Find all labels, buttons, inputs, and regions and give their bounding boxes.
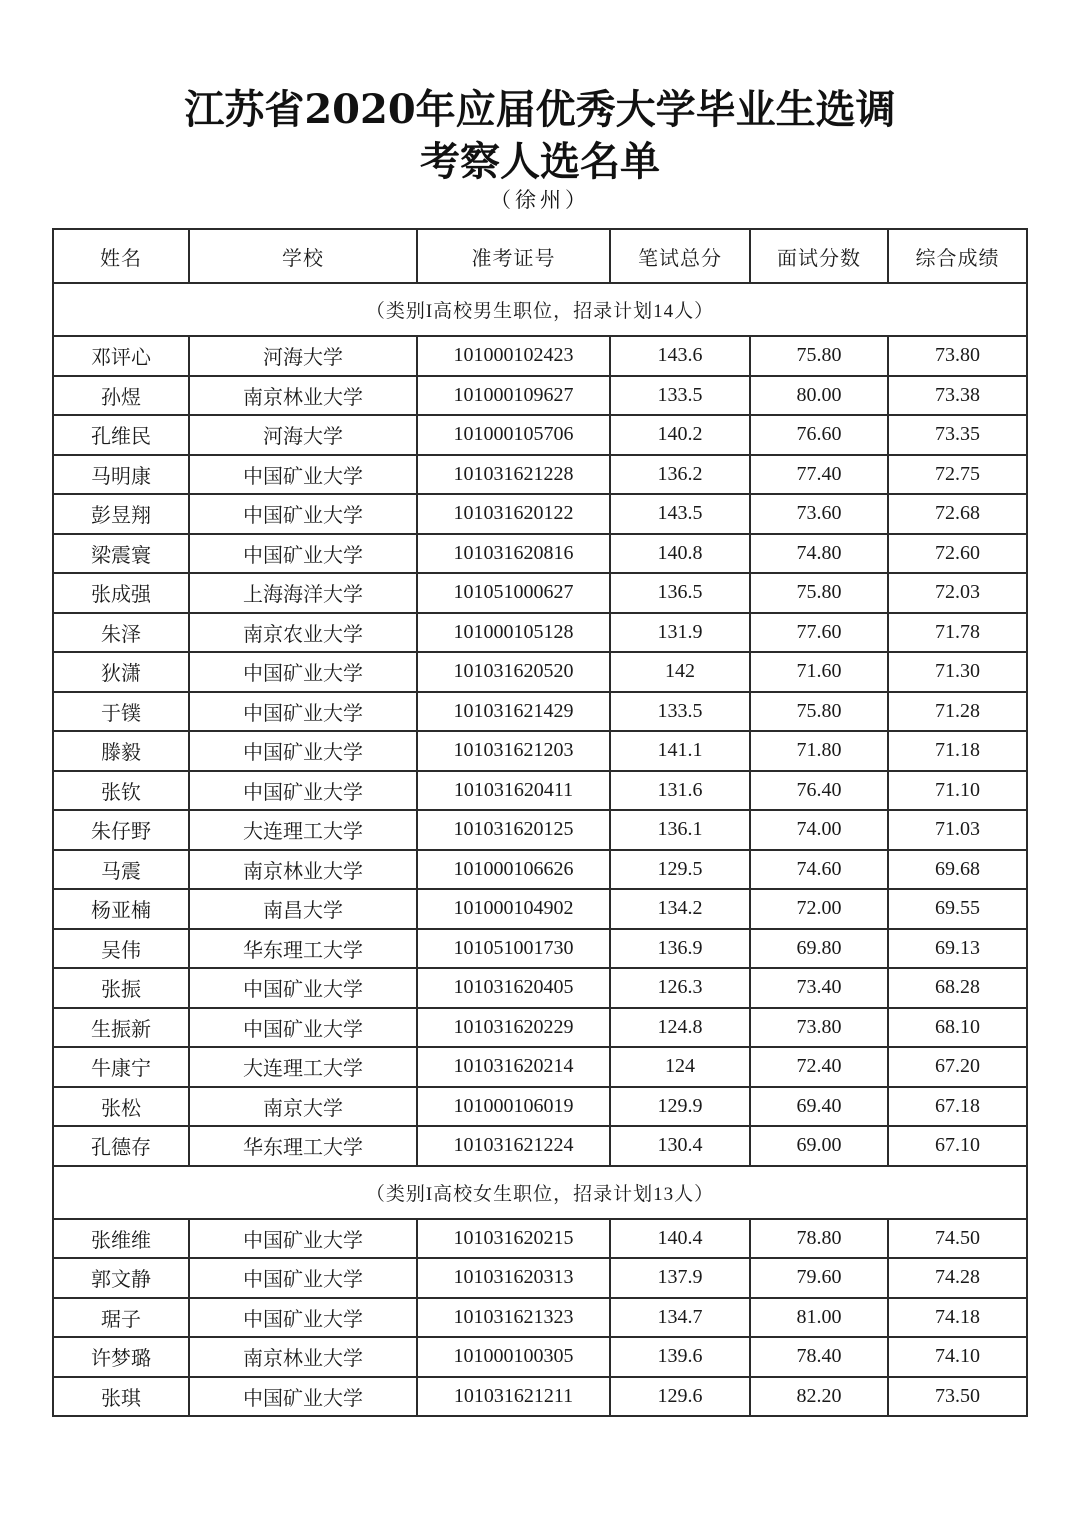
cell-school: 中国矿业大学 bbox=[189, 1258, 417, 1298]
table-row bbox=[53, 573, 1027, 613]
cell-interview-score: 69.80 bbox=[750, 929, 888, 969]
cell-written-score: 143.5 bbox=[610, 494, 750, 534]
cell-interview-score: 71.80 bbox=[750, 731, 888, 771]
cell-school: 中国矿业大学 bbox=[189, 771, 417, 811]
candidate-table bbox=[52, 228, 1028, 1417]
document-title: 江苏省2020年应届优秀大学毕业生选调 bbox=[184, 86, 896, 133]
cell-school: 中国矿业大学 bbox=[189, 534, 417, 574]
table-row bbox=[53, 771, 1027, 811]
cell-exam-id: 101031620313 bbox=[417, 1258, 610, 1298]
cell-written-score: 140.2 bbox=[610, 415, 750, 455]
section-row bbox=[53, 283, 1027, 336]
cell-total-score: 72.03 bbox=[888, 573, 1027, 613]
header-written-score: 笔试总分 bbox=[610, 229, 750, 283]
cell-name: 孔德存 bbox=[53, 1126, 189, 1166]
table-row bbox=[53, 1047, 1027, 1087]
table-row bbox=[53, 810, 1027, 850]
cell-school: 华东理工大学 bbox=[189, 1126, 417, 1166]
cell-interview-score: 75.80 bbox=[750, 692, 888, 732]
cell-interview-score: 79.60 bbox=[750, 1258, 888, 1298]
header-total-score: 综合成绩 bbox=[888, 229, 1027, 283]
cell-name: 许梦璐 bbox=[53, 1337, 189, 1377]
cell-written-score: 124 bbox=[610, 1047, 750, 1087]
cell-exam-id: 101031621228 bbox=[417, 455, 610, 495]
cell-exam-id: 101000102423 bbox=[417, 336, 610, 376]
cell-school: 华东理工大学 bbox=[189, 929, 417, 969]
cell-written-score: 134.2 bbox=[610, 889, 750, 929]
cell-interview-score: 74.00 bbox=[750, 810, 888, 850]
cell-written-score: 134.7 bbox=[610, 1298, 750, 1338]
cell-written-score: 136.2 bbox=[610, 455, 750, 495]
cell-exam-id: 101051001730 bbox=[417, 929, 610, 969]
cell-total-score: 74.28 bbox=[888, 1258, 1027, 1298]
cell-school: 上海海洋大学 bbox=[189, 573, 417, 613]
table-row bbox=[53, 1219, 1027, 1259]
cell-interview-score: 72.00 bbox=[750, 889, 888, 929]
cell-exam-id: 101031620229 bbox=[417, 1008, 610, 1048]
table-row bbox=[53, 889, 1027, 929]
cell-name: 牛康宁 bbox=[53, 1047, 189, 1087]
cell-exam-id: 101000105706 bbox=[417, 415, 610, 455]
cell-name: 孙煜 bbox=[53, 376, 189, 416]
header-interview-score: 面试分数 bbox=[750, 229, 888, 283]
cell-total-score: 74.10 bbox=[888, 1337, 1027, 1377]
cell-total-score: 67.20 bbox=[888, 1047, 1027, 1087]
cell-written-score: 126.3 bbox=[610, 968, 750, 1008]
cell-total-score: 73.80 bbox=[888, 336, 1027, 376]
cell-school: 南京大学 bbox=[189, 1087, 417, 1127]
cell-interview-score: 77.60 bbox=[750, 613, 888, 653]
cell-school: 大连理工大学 bbox=[189, 1047, 417, 1087]
section-caption: （类别I高校男生职位，招录计划14人） bbox=[53, 283, 1027, 336]
cell-school: 南京林业大学 bbox=[189, 376, 417, 416]
cell-written-score: 129.6 bbox=[610, 1377, 750, 1417]
cell-name: 狄潇 bbox=[53, 652, 189, 692]
cell-name: 张钦 bbox=[53, 771, 189, 811]
cell-interview-score: 72.40 bbox=[750, 1047, 888, 1087]
table-row bbox=[53, 1258, 1027, 1298]
cell-total-score: 72.75 bbox=[888, 455, 1027, 495]
cell-interview-score: 74.80 bbox=[750, 534, 888, 574]
table-row bbox=[53, 1008, 1027, 1048]
cell-school: 中国矿业大学 bbox=[189, 968, 417, 1008]
cell-school: 南京林业大学 bbox=[189, 1337, 417, 1377]
table-body bbox=[53, 283, 1027, 1416]
table-row bbox=[53, 415, 1027, 455]
cell-exam-id: 101031621429 bbox=[417, 692, 610, 732]
cell-written-score: 136.9 bbox=[610, 929, 750, 969]
cell-school: 南京林业大学 bbox=[189, 850, 417, 890]
cell-exam-id: 101000104902 bbox=[417, 889, 610, 929]
table-row bbox=[53, 1126, 1027, 1166]
cell-interview-score: 69.40 bbox=[750, 1087, 888, 1127]
cell-written-score: 129.5 bbox=[610, 850, 750, 890]
cell-written-score: 136.5 bbox=[610, 573, 750, 613]
cell-name: 杨亚楠 bbox=[53, 889, 189, 929]
cell-total-score: 71.30 bbox=[888, 652, 1027, 692]
cell-exam-id: 101000105128 bbox=[417, 613, 610, 653]
cell-school: 南昌大学 bbox=[189, 889, 417, 929]
cell-interview-score: 78.40 bbox=[750, 1337, 888, 1377]
cell-interview-score: 73.80 bbox=[750, 1008, 888, 1048]
cell-written-score: 129.9 bbox=[610, 1087, 750, 1127]
table-row bbox=[53, 613, 1027, 653]
header-exam-id: 准考证号 bbox=[417, 229, 610, 283]
cell-name: 生振新 bbox=[53, 1008, 189, 1048]
cell-exam-id: 101031620405 bbox=[417, 968, 610, 1008]
cell-total-score: 71.28 bbox=[888, 692, 1027, 732]
cell-exam-id: 101031621211 bbox=[417, 1377, 610, 1417]
cell-name: 梁震寰 bbox=[53, 534, 189, 574]
cell-interview-score: 75.80 bbox=[750, 336, 888, 376]
cell-exam-id: 101031620520 bbox=[417, 652, 610, 692]
cell-name: 马明康 bbox=[53, 455, 189, 495]
cell-written-score: 130.4 bbox=[610, 1126, 750, 1166]
cell-written-score: 142 bbox=[610, 652, 750, 692]
table-row bbox=[53, 1298, 1027, 1338]
cell-exam-id: 101000106626 bbox=[417, 850, 610, 890]
document-subtitle: 考察人选名单 bbox=[420, 138, 660, 185]
cell-name: 吴伟 bbox=[53, 929, 189, 969]
cell-interview-score: 74.60 bbox=[750, 850, 888, 890]
section-caption: （类别I高校女生职位，招录计划13人） bbox=[53, 1166, 1027, 1219]
table-row bbox=[53, 376, 1027, 416]
cell-written-score: 140.8 bbox=[610, 534, 750, 574]
cell-total-score: 69.55 bbox=[888, 889, 1027, 929]
cell-name: 张振 bbox=[53, 968, 189, 1008]
section-row bbox=[53, 1166, 1027, 1219]
cell-name: 马震 bbox=[53, 850, 189, 890]
region-label: （徐州） bbox=[490, 188, 590, 212]
cell-exam-id: 101000100305 bbox=[417, 1337, 610, 1377]
table-row bbox=[53, 929, 1027, 969]
cell-total-score: 72.60 bbox=[888, 534, 1027, 574]
cell-total-score: 71.78 bbox=[888, 613, 1027, 653]
cell-total-score: 69.68 bbox=[888, 850, 1027, 890]
cell-exam-id: 101031620214 bbox=[417, 1047, 610, 1087]
cell-written-score: 131.6 bbox=[610, 771, 750, 811]
cell-written-score: 133.5 bbox=[610, 692, 750, 732]
table-row bbox=[53, 968, 1027, 1008]
cell-written-score: 136.1 bbox=[610, 810, 750, 850]
cell-written-score: 139.6 bbox=[610, 1337, 750, 1377]
cell-interview-score: 71.60 bbox=[750, 652, 888, 692]
cell-interview-score: 82.20 bbox=[750, 1377, 888, 1417]
table-row bbox=[53, 455, 1027, 495]
cell-total-score: 68.10 bbox=[888, 1008, 1027, 1048]
cell-school: 中国矿业大学 bbox=[189, 455, 417, 495]
cell-written-score: 133.5 bbox=[610, 376, 750, 416]
cell-name: 滕毅 bbox=[53, 731, 189, 771]
cell-interview-score: 78.80 bbox=[750, 1219, 888, 1259]
table-row bbox=[53, 1337, 1027, 1377]
cell-school: 中国矿业大学 bbox=[189, 731, 417, 771]
cell-school: 中国矿业大学 bbox=[189, 1298, 417, 1338]
cell-school: 中国矿业大学 bbox=[189, 494, 417, 534]
header-school: 学校 bbox=[189, 229, 417, 283]
cell-written-score: 137.9 bbox=[610, 1258, 750, 1298]
cell-school: 中国矿业大学 bbox=[189, 1219, 417, 1259]
cell-school: 河海大学 bbox=[189, 336, 417, 376]
cell-exam-id: 101031620215 bbox=[417, 1219, 610, 1259]
cell-exam-id: 101031621323 bbox=[417, 1298, 610, 1338]
cell-name: 琚子 bbox=[53, 1298, 189, 1338]
cell-interview-score: 73.60 bbox=[750, 494, 888, 534]
cell-school: 大连理工大学 bbox=[189, 810, 417, 850]
cell-written-score: 141.1 bbox=[610, 731, 750, 771]
cell-name: 于镤 bbox=[53, 692, 189, 732]
cell-exam-id: 101000106019 bbox=[417, 1087, 610, 1127]
cell-name: 孔维民 bbox=[53, 415, 189, 455]
cell-exam-id: 101031620122 bbox=[417, 494, 610, 534]
cell-interview-score: 69.00 bbox=[750, 1126, 888, 1166]
cell-total-score: 67.18 bbox=[888, 1087, 1027, 1127]
cell-total-score: 69.13 bbox=[888, 929, 1027, 969]
cell-exam-id: 101051000627 bbox=[417, 573, 610, 613]
cell-exam-id: 101031621224 bbox=[417, 1126, 610, 1166]
cell-interview-score: 81.00 bbox=[750, 1298, 888, 1338]
cell-name: 张松 bbox=[53, 1087, 189, 1127]
table-row bbox=[53, 494, 1027, 534]
cell-interview-score: 73.40 bbox=[750, 968, 888, 1008]
cell-interview-score: 76.40 bbox=[750, 771, 888, 811]
cell-interview-score: 77.40 bbox=[750, 455, 888, 495]
cell-written-score: 124.8 bbox=[610, 1008, 750, 1048]
cell-school: 河海大学 bbox=[189, 415, 417, 455]
cell-written-score: 143.6 bbox=[610, 336, 750, 376]
cell-school: 中国矿业大学 bbox=[189, 1377, 417, 1417]
table-row bbox=[53, 692, 1027, 732]
table-row bbox=[53, 336, 1027, 376]
cell-total-score: 71.03 bbox=[888, 810, 1027, 850]
cell-written-score: 131.9 bbox=[610, 613, 750, 653]
cell-total-score: 68.28 bbox=[888, 968, 1027, 1008]
cell-total-score: 67.10 bbox=[888, 1126, 1027, 1166]
cell-total-score: 71.18 bbox=[888, 731, 1027, 771]
cell-total-score: 72.68 bbox=[888, 494, 1027, 534]
cell-exam-id: 101031620816 bbox=[417, 534, 610, 574]
cell-exam-id: 101031620125 bbox=[417, 810, 610, 850]
cell-name: 彭昱翔 bbox=[53, 494, 189, 534]
cell-total-score: 71.10 bbox=[888, 771, 1027, 811]
cell-name: 朱泽 bbox=[53, 613, 189, 653]
cell-exam-id: 101031620411 bbox=[417, 771, 610, 811]
cell-name: 朱仔野 bbox=[53, 810, 189, 850]
table-row bbox=[53, 652, 1027, 692]
table-row bbox=[53, 534, 1027, 574]
cell-interview-score: 80.00 bbox=[750, 376, 888, 416]
cell-exam-id: 101000109627 bbox=[417, 376, 610, 416]
cell-total-score: 74.18 bbox=[888, 1298, 1027, 1338]
header-name: 姓名 bbox=[53, 229, 189, 283]
cell-name: 邓评心 bbox=[53, 336, 189, 376]
cell-name: 张成强 bbox=[53, 573, 189, 613]
table-row bbox=[53, 1087, 1027, 1127]
table-row bbox=[53, 731, 1027, 771]
cell-total-score: 73.38 bbox=[888, 376, 1027, 416]
cell-interview-score: 75.80 bbox=[750, 573, 888, 613]
cell-written-score: 140.4 bbox=[610, 1219, 750, 1259]
cell-name: 张维维 bbox=[53, 1219, 189, 1259]
table-row bbox=[53, 850, 1027, 890]
cell-school: 南京农业大学 bbox=[189, 613, 417, 653]
cell-name: 郭文静 bbox=[53, 1258, 189, 1298]
cell-name: 张琪 bbox=[53, 1377, 189, 1417]
cell-interview-score: 76.60 bbox=[750, 415, 888, 455]
table-row bbox=[53, 1377, 1027, 1417]
cell-school: 中国矿业大学 bbox=[189, 692, 417, 732]
cell-total-score: 74.50 bbox=[888, 1219, 1027, 1259]
cell-school: 中国矿业大学 bbox=[189, 1008, 417, 1048]
header-row bbox=[53, 229, 1027, 283]
cell-total-score: 73.35 bbox=[888, 415, 1027, 455]
cell-school: 中国矿业大学 bbox=[189, 652, 417, 692]
cell-total-score: 73.50 bbox=[888, 1377, 1027, 1417]
cell-exam-id: 101031621203 bbox=[417, 731, 610, 771]
